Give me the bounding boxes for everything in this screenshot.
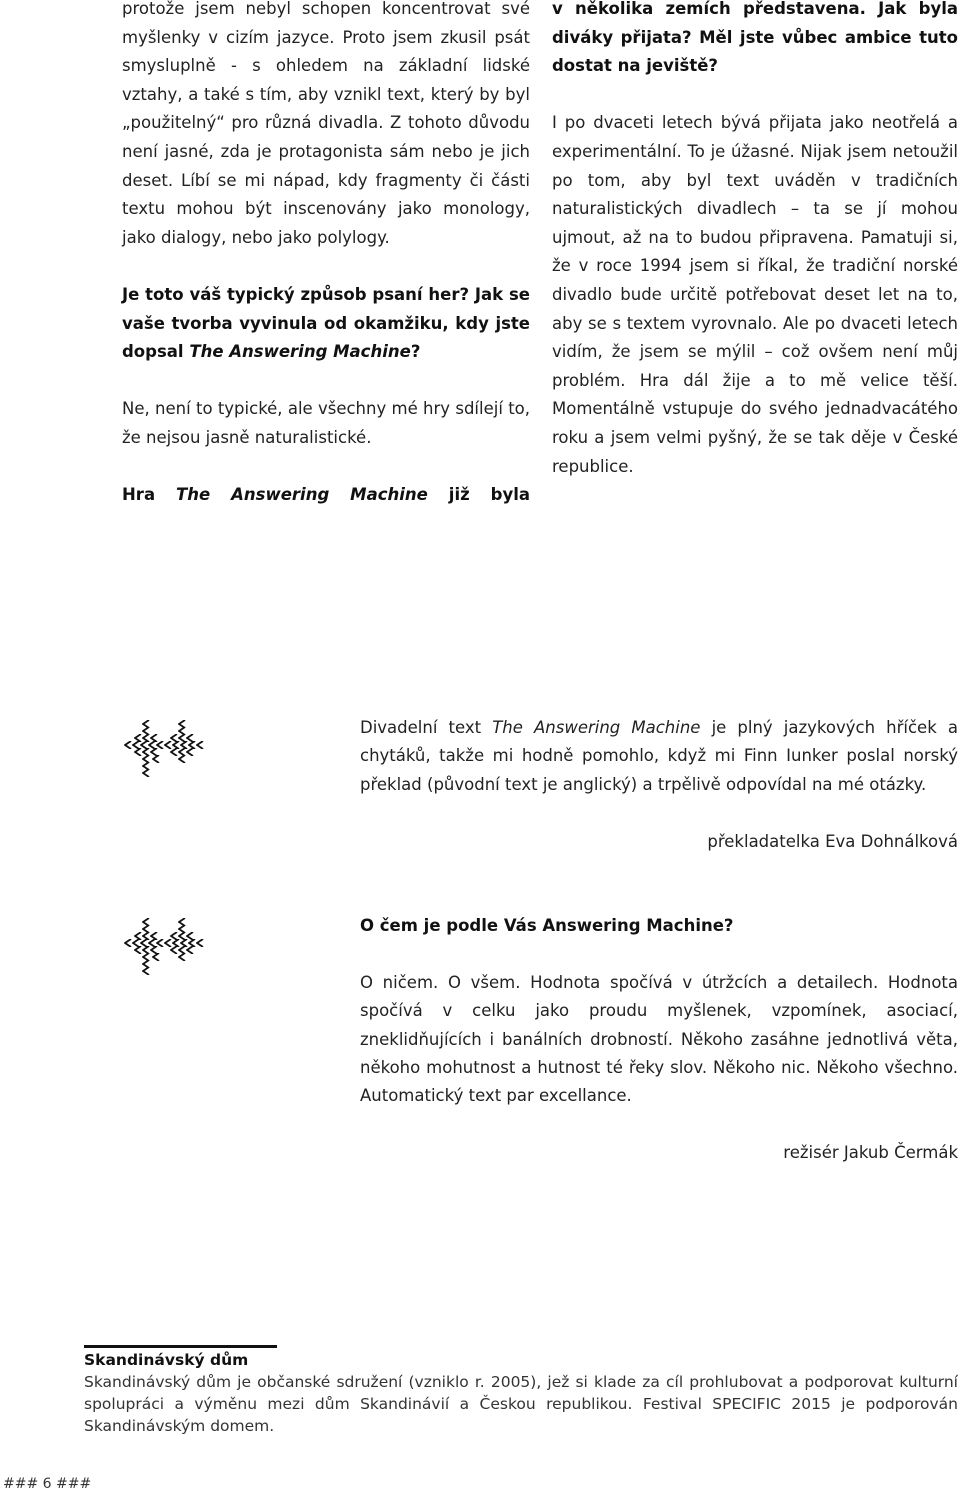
translator-paragraph: Divadelní text The Answering Machine je plný jazykových hříček a chytáků, takže mi hodně pomohlo, když mi Finn Iunker poslal norský překlad (původní text je anglický) a trpělivě odpovídal na mé otázky. [360, 718, 958, 794]
play-title: The Answering Machine [492, 718, 701, 737]
interview-question: Je toto váš typický způsob psaní her? Jak se vaše tvorba vyvinula od okamžiku, kdy jste dopsal The Answering Machine? [122, 284, 530, 362]
footer-title: Skandinávský dům [84, 1351, 249, 1369]
footer-divider [84, 1345, 277, 1348]
page-number: ### 6 ### [3, 1476, 92, 1492]
answer-paragraph: Ne, není to typické, ale všechny mé hry sdílejí to, že nejsou jasně naturalistické. [122, 399, 530, 447]
footer-text: Skandinávský dům je občanské sdružení (vzniklo r. 2005), jež si klade za cíl prohlubovat a podporovat kulturní spolupráci a výměnu mezi dům Skandinávií a Českou republikou. Festival SPECIFIC 2015 je podporován Skandinávským domem. [84, 1373, 958, 1435]
chevron-pattern-icon [122, 718, 206, 782]
translator-signature: překladatelka Eva Dohnálková [707, 831, 958, 851]
answer-paragraph: I po dvaceti letech bývá přijata jako neotřelá a experimentální. To je úžasné. Nijak jsem netoužil po tom, aby byl text uváděn v tradičních naturalistických divadlech – ta se jí mohou ujmout, až na to budou připravena. Pamatuji si, že v roce 1994 jsem si říkal, že tradiční norské divadlo bude určitě potřebovat deset let na to, aby se s textem vyrovnalo. Ale po dvaceti letech vidím, že jsem se mýlil – což ovšem není můj problém. Hra dál žije a to mě velice těší. Momentálně vstupuje do svého jednadvacátého roku a jsem velmi pyšný, že se tak děje v České republice. [552, 113, 958, 476]
director-note [360, 912, 958, 1168]
director-signature: režisér Jakub Čermák [783, 1143, 958, 1163]
answer-paragraph: protože jsem nebyl schopen koncentrovat své myšlenky v cizím jazyce. Proto jsem zkusil psát smysluplně - s ohledem na základní lidské vztahy, a také s tím, aby vznikl text, který by byl „použitelný“ pro různá divadla. Z tohoto důvodu není jasné, zda je protagonista sám nebo je jich deset. Líbí se mi nápad, kdy fragmenty či části textu mohou být inscenovány jako monology, jako dialogy, nebo jako polylogy. [122, 0, 530, 247]
footer-note [84, 1349, 958, 1437]
director-question: O čem je podle Vás Answering Machine? [360, 916, 734, 935]
translator-note [360, 714, 958, 856]
interview-column-right [552, 0, 958, 481]
play-title: The Answering Machine [189, 342, 411, 362]
director-answer: O ničem. O všem. Hodnota spočívá v útržcích a detailech. Hodnota spočívá v celku jako proudu myšlenek, vzpomínek, asociací, zneklidňujících i banálních drobností. Někoho zasáhne jednotlivá věta, někoho mohutnost a hutnost té řeky slov. Někoho nic. Někoho všechno. Automatický text par excellance. [360, 972, 958, 1106]
play-title: The Answering Machine [176, 485, 428, 505]
interview-column-left [122, 0, 530, 510]
interview-question-continued: v několika zemích představena. Jak byla diváky přijata? Měl jste vůbec ambice tuto dostat na jeviště? [552, 0, 958, 76]
chevron-pattern-icon [122, 916, 206, 980]
interview-question: Hra The Answering Machine již byla [122, 485, 531, 505]
